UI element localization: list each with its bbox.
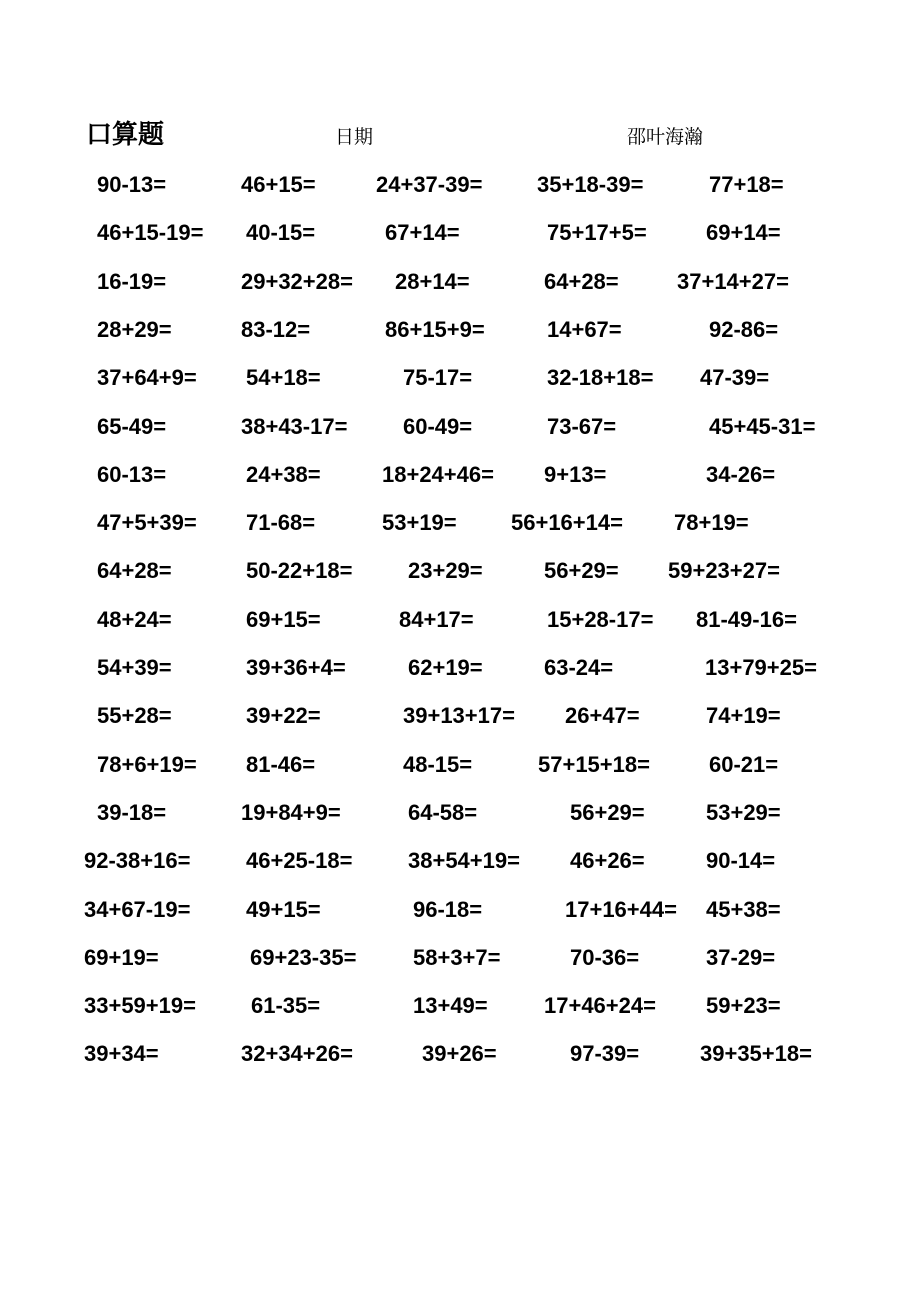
problem-cell: 37+64+9= [97, 365, 197, 390]
problem-cell: 59+23+27= [668, 558, 780, 583]
problem-cell: 28+29= [97, 317, 172, 342]
problem-cell: 61-35= [251, 993, 321, 1018]
problem-cell: 69+14= [706, 220, 781, 245]
problem-cell: 32-18+18= [547, 365, 654, 390]
problem-cell: 39+35+18= [700, 1041, 812, 1066]
problem-cell: 33+59+19= [84, 993, 196, 1018]
problem-cell: 50-22+18= [246, 558, 353, 583]
problem-cell: 73-67= [547, 414, 617, 439]
problem-cell: 60-49= [403, 414, 473, 439]
worksheet-title: 口算题 [86, 120, 165, 150]
problem-cell: 35+18-39= [537, 172, 644, 197]
problem-cell: 92-86= [709, 317, 779, 342]
problem-cell: 84+17= [399, 607, 474, 632]
problem-cell: 18+24+46= [382, 462, 494, 487]
problem-cell: 69+19= [84, 945, 159, 970]
problem-cell: 62+19= [408, 655, 483, 680]
problem-cell: 19+84+9= [241, 800, 341, 825]
problem-cell: 46+26= [570, 848, 645, 873]
problem-cell: 40-15= [246, 220, 316, 245]
problem-cell: 57+15+18= [538, 752, 650, 777]
problem-cell: 9+13= [544, 462, 607, 487]
problem-cell: 60-13= [97, 462, 167, 487]
problem-cell: 64+28= [97, 558, 172, 583]
problem-cell: 39+26= [422, 1041, 497, 1066]
problem-cell: 45+38= [706, 897, 781, 922]
problem-cell: 63-24= [544, 655, 614, 680]
date-label: 日期 [335, 126, 374, 148]
problem-cell: 71-68= [246, 510, 316, 535]
problem-cell: 37-29= [706, 945, 776, 970]
problem-cell: 54+18= [246, 365, 321, 390]
problem-cell: 16-19= [97, 269, 167, 294]
problem-cell: 17+16+44= [565, 897, 677, 922]
problem-cell: 54+39= [97, 655, 172, 680]
problem-cell: 75-17= [403, 365, 473, 390]
problem-cell: 86+15+9= [385, 317, 485, 342]
problem-cell: 74+19= [706, 703, 781, 728]
problem-cell: 58+3+7= [413, 945, 501, 970]
problem-cell: 48-15= [403, 752, 473, 777]
problem-cell: 64-58= [408, 800, 478, 825]
problem-cell: 90-14= [706, 848, 776, 873]
problem-cell: 97-39= [570, 1041, 640, 1066]
problem-cell: 56+16+14= [511, 510, 623, 535]
problem-cell: 13+79+25= [705, 655, 817, 680]
problem-cell: 69+23-35= [250, 945, 357, 970]
problem-cell: 49+15= [246, 897, 321, 922]
problem-cell: 69+15= [246, 607, 321, 632]
problem-cell: 24+37-39= [376, 172, 483, 197]
problem-cell: 39+22= [246, 703, 321, 728]
problem-cell: 13+49= [413, 993, 488, 1018]
problem-cell: 39+34= [84, 1041, 159, 1066]
problem-cell: 53+19= [382, 510, 457, 535]
problem-cell: 38+54+19= [408, 848, 520, 873]
problem-cell: 46+15= [241, 172, 316, 197]
problem-cell: 23+29= [408, 558, 483, 583]
problem-cell: 28+14= [395, 269, 470, 294]
problem-cell: 90-13= [97, 172, 167, 197]
problem-cell: 26+47= [565, 703, 640, 728]
problem-cell: 64+28= [544, 269, 619, 294]
problem-cell: 56+29= [544, 558, 619, 583]
problem-cell: 70-36= [570, 945, 640, 970]
problem-cell: 78+6+19= [97, 752, 197, 777]
problem-cell: 56+29= [570, 800, 645, 825]
problem-cell: 53+29= [706, 800, 781, 825]
problem-cell: 47+5+39= [97, 510, 197, 535]
problem-cell: 83-12= [241, 317, 311, 342]
problem-cell: 46+15-19= [97, 220, 204, 245]
problem-cell: 24+38= [246, 462, 321, 487]
problem-cell: 81-46= [246, 752, 316, 777]
problem-cell: 46+25-18= [246, 848, 353, 873]
problem-cell: 92-38+16= [84, 848, 191, 873]
problem-cell: 38+43-17= [241, 414, 348, 439]
problem-cell: 75+17+5= [547, 220, 647, 245]
problem-cell: 14+67= [547, 317, 622, 342]
problem-cell: 34-26= [706, 462, 776, 487]
problem-cell: 45+45-31= [709, 414, 816, 439]
problem-cell: 15+28-17= [547, 607, 654, 632]
problem-cell: 47-39= [700, 365, 770, 390]
problem-cell: 60-21= [709, 752, 779, 777]
problem-cell: 67+14= [385, 220, 460, 245]
problem-cell: 39+36+4= [246, 655, 346, 680]
problem-cell: 77+18= [709, 172, 784, 197]
problem-cell: 17+46+24= [544, 993, 656, 1018]
student-name: 邵叶海瀚 [627, 126, 704, 148]
problem-cell: 81-49-16= [696, 607, 797, 632]
problem-cell: 29+32+28= [241, 269, 353, 294]
problem-cell: 48+24= [97, 607, 172, 632]
problem-cell: 39+13+17= [403, 703, 515, 728]
problem-cell: 78+19= [674, 510, 749, 535]
problem-cell: 32+34+26= [241, 1041, 353, 1066]
problem-cell: 59+23= [706, 993, 781, 1018]
problem-cell: 55+28= [97, 703, 172, 728]
problem-cell: 37+14+27= [677, 269, 789, 294]
problem-cell: 34+67-19= [84, 897, 191, 922]
problem-cell: 39-18= [97, 800, 167, 825]
problem-cell: 96-18= [413, 897, 483, 922]
problem-cell: 65-49= [97, 414, 167, 439]
